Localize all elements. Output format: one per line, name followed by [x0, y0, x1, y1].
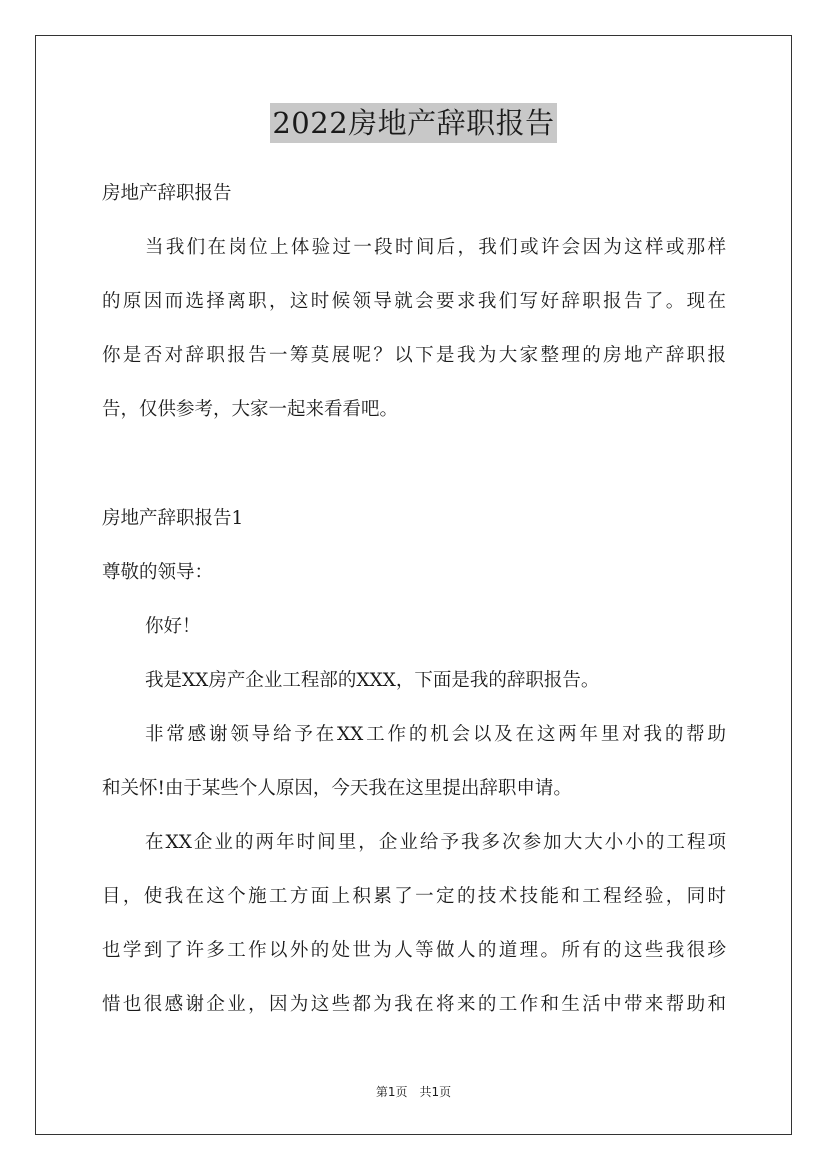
- body-line: 和关怀!由于某些个人原因，今天我在这里提出辞职申请。: [102, 778, 572, 799]
- salutation: 尊敬的领导：: [102, 562, 214, 583]
- body-line: 惜也很感谢企业，因为这些都为我在将来的工作和生活中带来帮助和: [102, 994, 726, 1015]
- intro-line: 你是否对辞职报告一筹莫展呢？以下是我为大家整理的房地产辞职报: [102, 345, 726, 366]
- body-line: 在XX企业的两年时间里，企业给予我多次参加大大小小的工程项: [145, 832, 726, 853]
- greeting: 你好！: [145, 616, 201, 637]
- intro-line: 的原因而选择离职，这时候领导就会要求我们写好辞职报告了。现在: [102, 291, 726, 312]
- body-line: 我是XX房产企业工程部的XXX，下面是我的辞职报告。: [145, 670, 600, 691]
- section-heading: 房地产辞职报告1: [102, 508, 244, 529]
- body-line: 也学到了许多工作以外的处世为人等做人的道理。所有的这些我很珍: [102, 940, 726, 961]
- body-line: 目，使我在这个施工方面上积累了一定的技术技能和工程经验，同时: [102, 886, 726, 907]
- intro-line: 告，仅供参考，大家一起来看看吧。: [102, 399, 399, 420]
- title-container: [0, 103, 827, 143]
- document-title: 2022房地产辞职报告: [270, 103, 556, 143]
- intro-line: 当我们在岗位上体验过一段时间后，我们或许会因为这样或那样: [145, 237, 726, 258]
- document-subtitle: 房地产辞职报告: [102, 183, 232, 204]
- page-footer: 第1页 共1页: [375, 1085, 452, 1099]
- body-line: 非常感谢领导给予在XX工作的机会以及在这两年里对我的帮助: [145, 724, 726, 745]
